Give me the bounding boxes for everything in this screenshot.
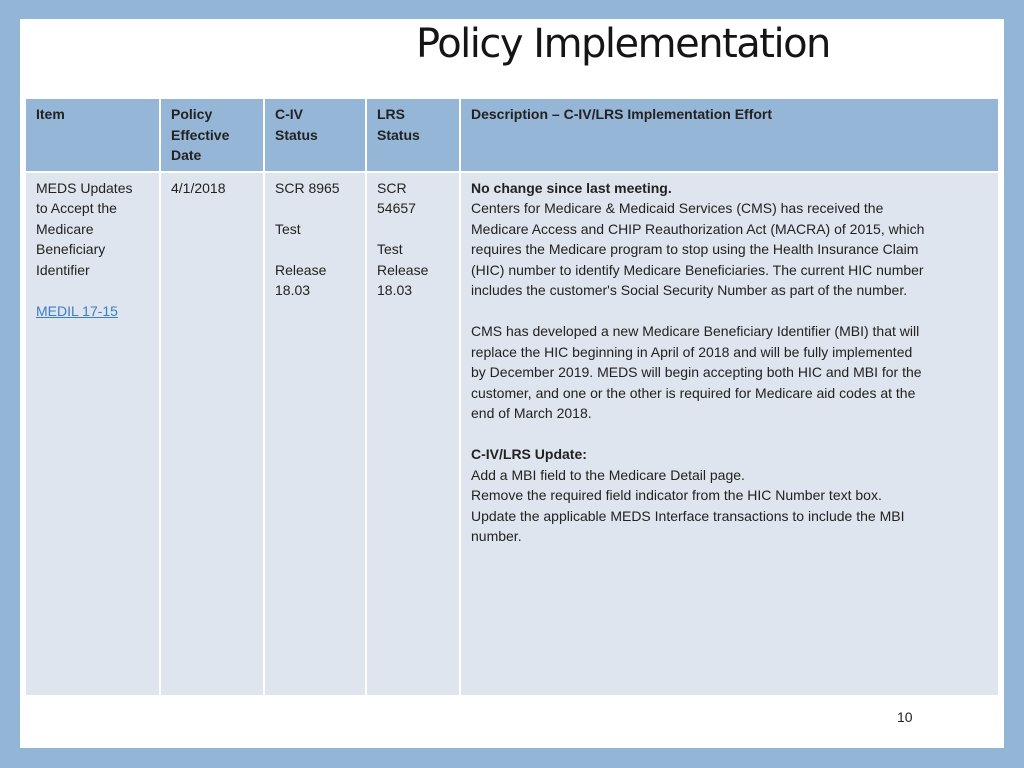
header-item-label: Item [36,106,65,122]
description-line: customer, and one or the other is required for Medicare aid codes at the [471,384,916,401]
update-line: Update the applicable MEDS Interface transactions to include the MBI [471,507,905,524]
header-item [25,98,160,172]
page-number: 10 [897,709,913,725]
header-lrs-status [366,98,460,172]
spacer [36,280,150,301]
header-lrs-status-line: LRS [377,106,405,122]
civ-release-line: 18.03 [275,282,311,298]
description-line: replace the HIC beginning in April of 2018 and will be fully implemented [471,343,913,360]
update-line: number. [471,528,522,544]
header-description [460,98,999,172]
description-line: requires the Medicare program to stop using the Health Insurance Claim [471,241,919,257]
lrs-release-line: 18.03 [377,282,413,298]
description-line: includes the customer's Social Security Number as part of the number. [471,282,908,298]
header-lrs-status-line: Status [377,126,420,143]
table-header-row [25,98,999,172]
lrs-release-line: Release [377,261,429,278]
description-line: by December 2019. MEDS will begin accepting both HIC and MBI for the [471,364,922,380]
medil-link[interactable]: MEDIL 17-15 [36,302,118,319]
update-line: Add a MBI field to the Medicare Detail page. [471,466,745,483]
cell-effective-date [160,172,264,697]
policy-table [24,97,1000,697]
description-line: (HIC) number to identify Medicare Beneficiaries. The current HIC number [471,261,924,278]
description-line: Medicare Access and CHIP Reauthorization Act (MACRA) of 2015, which [471,220,925,237]
slide-title: Policy Implementation [416,21,830,67]
header-effective-date-line: Policy [171,106,213,122]
spacer [471,301,989,322]
item-text-line: to Accept the [36,200,117,216]
spacer [275,198,356,219]
table-row [25,172,999,697]
header-effective-date [160,98,264,172]
cell-item [25,172,160,697]
spacer [377,219,450,240]
header-civ-status-line: C-IV [275,106,303,122]
lrs-scr-line: SCR [377,179,407,196]
slide [20,19,1004,748]
update-heading: C-IV/LRS Update: [471,446,587,462]
cell-lrs-status [366,172,460,697]
item-text-line: Beneficiary [36,241,106,257]
spacer [275,239,356,260]
spacer [471,424,989,445]
header-description-label: Description – C-IV/LRS Implementation Effort [471,106,773,122]
header-effective-date-line: Date [171,147,202,163]
cell-description [460,172,999,697]
civ-scr-number: SCR 8965 [275,179,340,196]
civ-release-line: Release [275,261,327,278]
description-heading: No change since last meeting. [471,179,672,196]
cell-civ-status [264,172,366,697]
item-text-line: Medicare [36,220,94,237]
lrs-scr-line: 54657 [377,200,416,216]
effective-date-value: 4/1/2018 [171,179,226,196]
item-text-line: MEDS Updates [36,179,133,196]
description-line: Centers for Medicare & Medicaid Services (CMS) has received the [471,200,884,216]
civ-phase: Test [275,220,301,237]
update-line: Remove the required field indicator from the HIC Number text box. [471,487,882,503]
header-civ-status [264,98,366,172]
header-effective-date-line: Effective [171,126,230,143]
item-text-line: Identifier [36,261,90,278]
description-line: CMS has developed a new Medicare Beneficiary Identifier (MBI) that will [471,323,920,339]
description-line: end of March 2018. [471,405,592,421]
header-civ-status-line: Status [275,126,318,143]
lrs-phase: Test [377,241,403,257]
